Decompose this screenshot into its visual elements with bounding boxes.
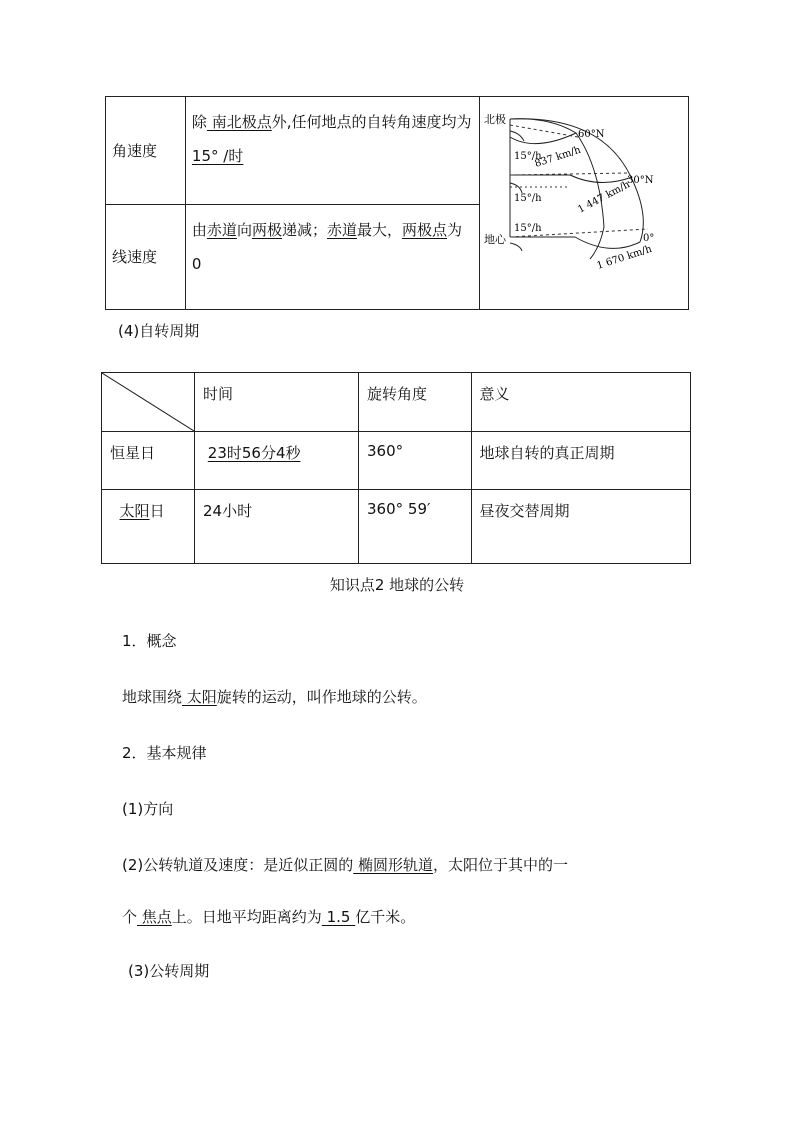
header-angle: 旋转角度 xyxy=(359,373,472,432)
solar-day-angle: 360° 59′ xyxy=(359,490,472,564)
linear-speed-desc: 由赤道向两极递减；赤道最大，两极点为 0 xyxy=(185,204,479,310)
sidereal-day-time: 23时56分4秒 xyxy=(195,432,359,490)
angular-speed-60: 15°/h xyxy=(513,151,542,162)
item1-direction: (1)方向 xyxy=(122,800,174,818)
linear-speed-label: 线速度 xyxy=(106,204,186,310)
angular-speed-30: 15°/h xyxy=(513,193,542,204)
sidereal-day-angle: 360° xyxy=(359,432,472,490)
solar-day-label: 太阳日 xyxy=(102,490,195,564)
header-meaning: 意义 xyxy=(471,373,690,432)
item2-line1: (2)公转轨道及速度：是近似正圆的 椭圆形轨道，太阳位于其中的一 xyxy=(122,856,569,874)
concept-text: 地球围绕 太阳旋转的运动，叫作地球的公转。 xyxy=(122,688,427,706)
linear-speed-30: 1 447 km/h xyxy=(576,179,632,216)
item2-line2: 个 焦点上。日地平均距离约为 1.5 亿千米。 xyxy=(122,908,416,926)
sidereal-day-meaning: 地球自转的真正周期 xyxy=(471,432,690,490)
rotation-period-table xyxy=(101,372,691,564)
header-time: 时间 xyxy=(195,373,359,432)
lat30-label: 30°N xyxy=(626,175,654,186)
section4-title: (4)自转周期 xyxy=(118,322,200,340)
rules-heading: 2．基本规律 xyxy=(122,744,207,762)
north-pole-label: 北极 xyxy=(483,113,506,126)
solar-day-time: 24小时 xyxy=(195,490,359,564)
lat0-label: 0° xyxy=(642,233,655,244)
angular-speed-desc: 除 南北极点外,任何地点的自转角速度均为 15° /时 xyxy=(185,97,479,205)
sidereal-day-label: 恒星日 xyxy=(102,432,195,490)
lat60-label: 60°N xyxy=(577,129,605,140)
diagonal-line xyxy=(102,373,194,431)
angular-speed-label: 角速度 xyxy=(106,97,186,205)
rotation-speed-table xyxy=(105,96,689,310)
earth-center-label: 地心 xyxy=(483,233,506,246)
concept-heading: 1．概念 xyxy=(122,632,177,650)
earth-rotation-diagram xyxy=(480,97,688,305)
solar-day-meaning: 昼夜交替周期 xyxy=(471,490,690,564)
knowledge-point-2-title: 知识点2 地球的公转 xyxy=(329,576,465,594)
item3-period: (3)公转周期 xyxy=(128,962,210,980)
earth-rotation-figure xyxy=(479,97,688,310)
angular-speed-0: 15°/h xyxy=(513,223,542,234)
corner-cell xyxy=(102,373,195,432)
linear-speed-0: 1 670 km/h xyxy=(595,243,654,272)
linear-speed-60: 837 km/h xyxy=(533,144,583,170)
